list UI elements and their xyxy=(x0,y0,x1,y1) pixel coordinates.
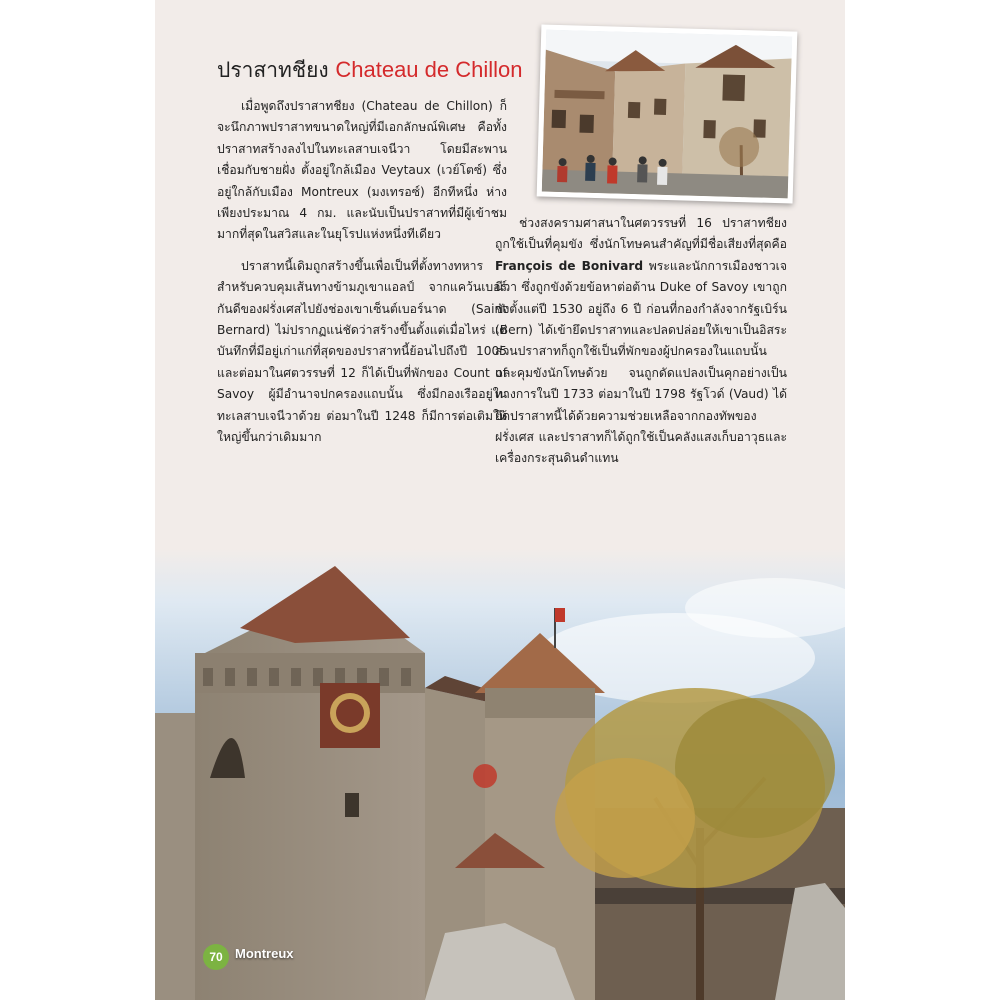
page-number-badge: 70 xyxy=(203,944,229,970)
courtyard-photo-image xyxy=(542,30,792,199)
page-title xyxy=(217,54,523,87)
title-thai: ปราสาทชียง xyxy=(217,58,329,82)
left-text-column xyxy=(217,96,507,459)
paragraph: ช่วงสงครามศาสนาในศตวรรษที่ 16 ปราสาทชียงถูกใช้เป็นที่คุมขัง ซึ่งนักโทษคนสำคัญที่มีชื่อเสียงที่สุดคือ François de Bonivard พระและนักการเมืองชาวเจนีวา ซึ่งถูกขังด้วยข้อหาต่อต้าน Duke of Savoy เขาถูกขังตั้งแต่ปี 1530 อยู่ถึง 6 ปี ก่อนที่กองกำลังจากรัฐเบิร์น (Bern) ได้เข้ายึดปราสาทและปลดปล่อยให้เขาเป็นอิสระ ส่วนปราสาทก็ถูกใช้เป็นที่พักของผู้ปกครองในแถบนั้น และคุมขังนักโทษด้วย จนถูกดัดแปลงเป็นคุกอย่างเป็นทางการในปี 1733 ต่อมาในปี 1798 รัฐโวด์ (Vaud) ได้ยึดปราสาทนี้ได้ด้วยความช่วยเหลือจากกองทัพของฝรั่งเศส และปราสาทก็ได้ถูกใช้เป็นคลังแสงเก็บอาวุธและเครื่องกระสุนดินดำแทน xyxy=(495,216,787,466)
courtyard-photo xyxy=(537,24,798,203)
magazine-page xyxy=(155,0,845,1000)
paragraph: เมื่อพูดถึงปราสาทชียง (Chateau de Chillon) ก็จะนึกภาพปราสาทขนาดใหญ่ที่มีเอกลักษณ์พิเศษ คือทั้งปราสาทสร้างลงไปในทะเลสาบเจนีวา โดยมีสะพานเชื่อมกับชายฝั่ง ตั้งอยู่ใกล้เมือง Veytaux (เวย์โตซ์) ซึ่งอยู่ใกล้กับเมือง Montreux (มงเทรอซ์) อีกทีหนึ่ง ห่างเพียงประมาณ 4 กม. และนับเป็นปราสาทที่มีผู้เข้าชมมากที่สุดในสวิสและในยุโรปแห่งหนึ่งทีเดียว xyxy=(217,99,507,242)
castle-photo xyxy=(155,548,845,1000)
right-text-column xyxy=(495,213,787,480)
section-label: Montreux xyxy=(235,946,294,961)
title-english: Chateau de Chillon xyxy=(335,57,523,82)
paragraph: ปราสาทนี้เดิมถูกสร้างขึ้นเพื่อเป็นที่ตั้งทางทหารสำหรับควบคุมเส้นทางข้ามภูเขาแอลป์ จากแคว้นเบอร์กันดีของฝรั่งเศสไปยังช่องเขาเซ็นต์เบอร์นาด (Saint Bernard) ไม่ปรากฏแน่ชัดว่าสร้างขึ้นตั้งแต่เมื่อไหร่ แต่บันทึกที่มีอยู่เก่าแก่ที่สุดของปราสาทนี้ย้อนไปถึงปี 1005 และต่อมาในศตวรรษที่ 12 ก็ได้เป็นที่พักของ Count of Savoy ผู้มีอำนาจปกครองแถบนั้น ซึ่งมีกองเรืออยู่ในทะเลสาบเจนีวาด้วย ต่อมาในปี 1248 ก็มีการต่อเติมให้ใหญ่ขึ้นกว่าเดิมมาก xyxy=(217,258,507,445)
name-highlight: François de Bonivard xyxy=(495,258,644,273)
